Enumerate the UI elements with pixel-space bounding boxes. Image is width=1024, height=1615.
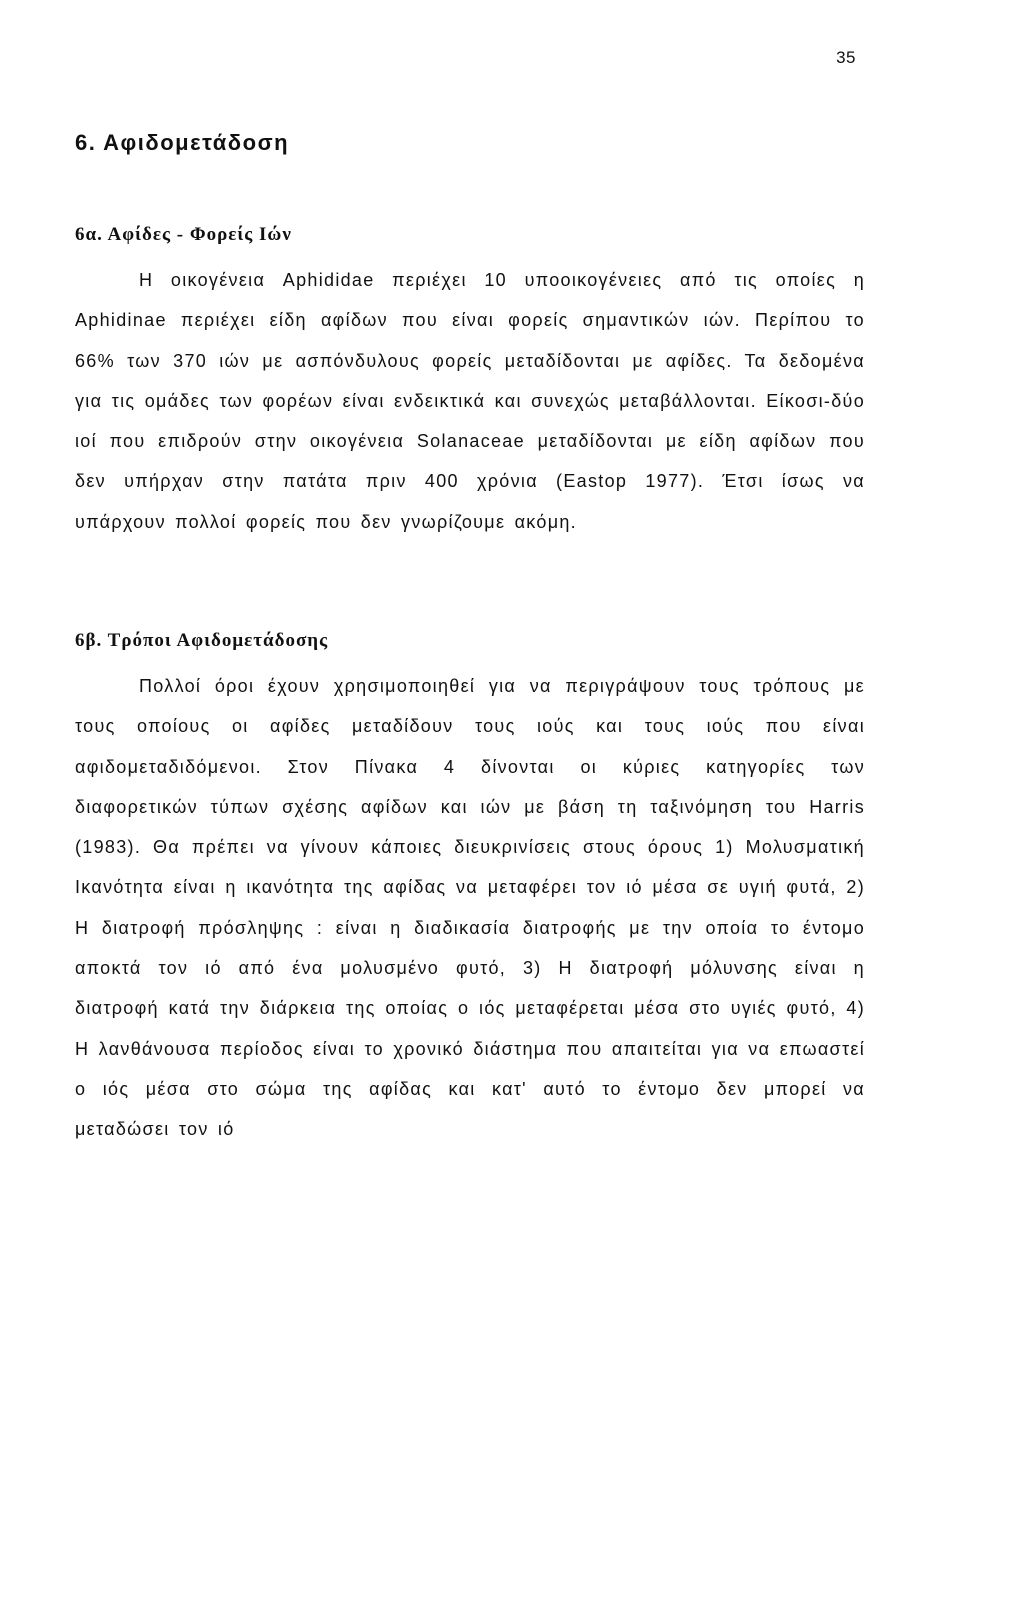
page-number: 35: [836, 48, 856, 67]
section-heading: 6α. Αφίδες - Φορείς Ιών: [75, 224, 292, 245]
chapter-title: 6. Αφιδομετάδοση: [75, 130, 290, 155]
section-heading: 6β. Τρόποι Αφιδομετάδοσης: [75, 630, 329, 651]
section-aphids-vectors: [75, 224, 865, 542]
section-transmission-modes: [75, 630, 865, 1150]
section-paragraph: Πολλοί όροι έχουν χρησιμοποιηθεί για να περιγράψουν τους τρόπους με τους οποίους οι αφίδες μεταδίδουν τους ιούς και τους ιούς που είναι αφιδομεταδιδόμενοι. Στον Πίνακα 4 δίνονται οι κύριες κατηγορίες των διαφορετικών τύπων σχέσης αφίδων και ιών με βάση τη ταξινόμηση του Harris (1983). Θα πρέπει να γίνουν κάποιες διευκρινίσεις στους όρους 1) Μολυσματική Ικανότητα είναι η ικανότητα της αφίδας να μεταφέρει τον ιό μέσα σε υγιή φυτά, 2) Η διατροφή πρόσληψης : είναι η διαδικασία διατροφής με την οποία το έντομο αποκτά τον ιό από ένα μολυσμένο φυτό, 3) Η διατροφή μόλυνσης είναι η διατροφή κατά την διάρκεια της οποίας ο ιός μεταφέρεται μέσα στο υγιές φυτό, 4) Η λανθάνουσα περίοδος είναι το χρονικό διάστημα που απαιτείται για να επωαστεί ο ιός μέσα στο σώμα της αφίδας και κατ' αυτό το έντομο δεν μπορεί να μεταδώσει τον ιό: [75, 676, 865, 1140]
section-paragraph: Η οικογένεια Aphididae περιέχει 10 υποοικογένειες από τις οποίες η Aphidinae περιέχει είδη αφίδων που είναι φορείς σημαντικών ιών. Περίπου το 66% των 370 ιών με ασπόνδυλους φορείς μεταδίδονται με αφίδες. Τα δεδομένα για τις ομάδες των φορέων είναι ενδεικτικά και συνεχώς μεταβάλλονται. Είκοσι-δύο ιοί που επιδρούν στην οικογένεια Solanaceae μεταδίδονται με είδη αφίδων που δεν υπήρχαν στην πατάτα πριν 400 χρόνια (Eastop 1977). Έτσι ίσως να υπάρχουν πολλοί φορείς που δεν γνωρίζουμε ακόμη.: [75, 270, 865, 532]
